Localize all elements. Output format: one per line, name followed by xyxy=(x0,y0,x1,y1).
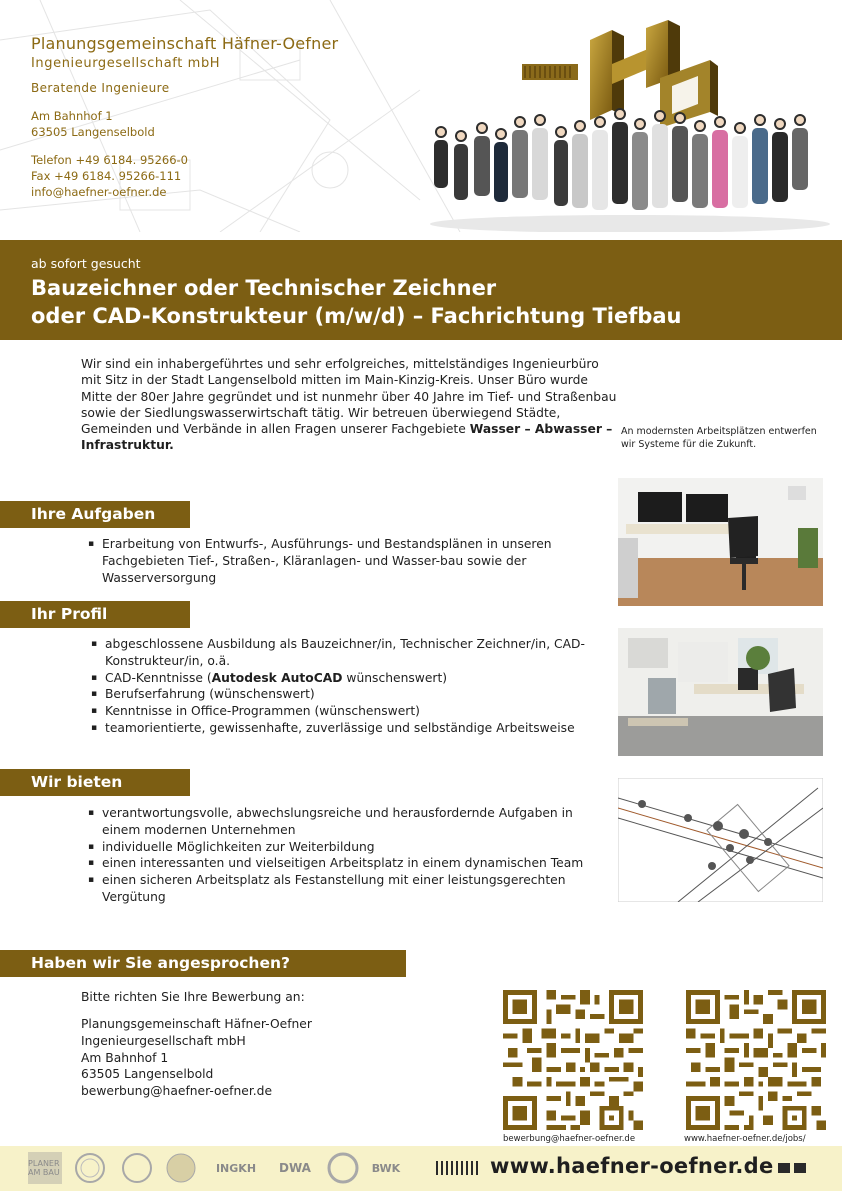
list-item: ▪ verantwortungsvolle, abwechslungsreiche und herausfordernde Aufgaben in einem modernen Unternehmen xyxy=(88,805,588,839)
hatch-decoration-icon xyxy=(436,1161,484,1175)
apply-intro: Bitte richten Sie Ihre Bewerbung an: xyxy=(81,990,305,1004)
bieten-list xyxy=(88,805,588,906)
hpoa-seal-icon xyxy=(72,1152,108,1184)
phone-number: Telefon +49 6184. 95266-0 xyxy=(31,153,188,167)
list-item: ▪ einen interessanten und vielseitigen Arbeitsplatz in einem dynamischen Team xyxy=(88,855,588,872)
apply-line: Ingenieurgesellschaft mbH xyxy=(81,1033,246,1048)
address-line: 63505 Langenselbold xyxy=(31,125,155,139)
cad-drawing-image xyxy=(618,778,823,902)
apply-line: Planungsgemeinschaft Häfner-Oefner xyxy=(81,1017,312,1031)
section-heading-apply: Haben wir Sie angesprochen? xyxy=(0,950,406,977)
header xyxy=(0,0,842,232)
address-line: Am Bahnhof 1 xyxy=(31,109,113,123)
job-title-line: oder CAD-Konstrukteur (m/w/d) – Fachrichtung Tiefbau xyxy=(31,304,682,328)
section-heading-profil: Ihr Profil xyxy=(0,601,190,628)
block-decoration-icon xyxy=(778,1161,808,1175)
company-subtitle: Ingenieurgesellschaft mbH xyxy=(31,56,221,71)
cad-post: wünschenswert) xyxy=(342,670,448,685)
company-tagline: Beratende Ingenieure xyxy=(31,81,170,95)
qr-label-jobs: www.haefner-oefner.de/jobs/ xyxy=(684,1134,806,1144)
section-heading-aufgaben: Ihre Aufgaben xyxy=(0,501,190,528)
ingkh-logo: INGKH xyxy=(215,1161,257,1175)
company-block xyxy=(31,34,338,200)
banner-pretitle: ab sofort gesucht xyxy=(31,256,141,271)
team-photo xyxy=(420,100,840,232)
website-link[interactable]: www.haefner-oefner.de xyxy=(490,1154,774,1178)
apply-address xyxy=(81,1016,312,1100)
list-item: ▪ einen sicheren Arbeitsplatz als Festanstellung mit einer leistungsgerechten Vergütung xyxy=(88,872,588,906)
email-link[interactable]: info@haefner-oefner.de xyxy=(31,185,167,199)
apply-line: Am Bahnhof 1 xyxy=(81,1050,169,1065)
list-item: ▪ Erarbeitung von Entwurfs-, Ausführungs- und Bestandsplänen in unseren Fachgebieten Tief-, Straßen-, Kläranlagen- und Wasser-bau sowie der Wasserversorgung xyxy=(88,536,598,586)
aufgaben-list xyxy=(88,536,598,586)
fax-number: Fax +49 6184. 95266-111 xyxy=(31,169,182,183)
certification-badge: PLANER AM BAU xyxy=(28,1152,62,1184)
apply-line: 63505 Langenselbold xyxy=(81,1067,214,1082)
intro-body: Wir sind ein inhabergeführtes und sehr erfolgreiches, mittelständiges Ingenieurbüro mit Sitz in der Stadt Langenselbold mitten im Main-Kinzig-Kreis. Unser Büro wurde Mitte der 80er Jahre gegründet und ist nunmehr über 40 Jahre im Tief- und Straßenbau sowie der Siedlungswasserwirtschaft tätig. Wir betreuen überwiegend Städte, Gemeinden und Verbände in allen Fragen unserer Fachgebiete xyxy=(81,357,617,437)
job-title-banner xyxy=(0,240,842,340)
company-address xyxy=(31,108,338,140)
list-item: ▪ Berufserfahrung (wünschenswert) xyxy=(91,686,591,703)
intro-text xyxy=(81,356,621,454)
company-contact xyxy=(31,152,338,200)
qr-code-jobs[interactable] xyxy=(686,990,826,1130)
office-photo-2 xyxy=(618,628,823,756)
footer xyxy=(0,1146,842,1191)
member-seal-icon xyxy=(326,1152,360,1184)
cad-pre: CAD-Kenntnisse ( xyxy=(105,670,212,685)
list-item xyxy=(91,670,591,687)
job-title xyxy=(31,274,831,330)
profil-list xyxy=(91,636,591,737)
photo-caption: An modernsten Arbeitsplätzen entwerfen wir Systeme für die Zukunft. xyxy=(621,426,817,450)
section-heading-bieten: Wir bieten xyxy=(0,769,190,796)
zks-seal-icon xyxy=(120,1152,154,1184)
company-name: Planungsgemeinschaft Häfner-Oefner xyxy=(31,34,339,53)
list-item: ▪ teamorientierte, gewissenhafte, zuverlässige und selbständige Arbeitsweise xyxy=(91,720,591,737)
office-photo-1 xyxy=(618,478,823,606)
cad-bold: Autodesk AutoCAD xyxy=(211,670,343,685)
qr-code-email[interactable] xyxy=(503,990,643,1130)
list-item: ▪ individuelle Möglichkeiten zur Weiterbildung xyxy=(88,839,588,856)
bwk-logo: BWK xyxy=(371,1161,401,1175)
gold-seal-icon xyxy=(164,1152,198,1184)
list-item: ▪ Kenntnisse in Office-Programmen (wünschenswert) xyxy=(91,703,591,720)
qr-label-email: bewerbung@haefner-oefner.de xyxy=(503,1134,636,1144)
list-item: ▪ abgeschlossene Ausbildung als Bauzeichner/in, Technischer Zeichner/in, CAD-Konstrukteur/in, o.ä. xyxy=(91,636,591,670)
intro-bold: Wasser – Abwasser – Infrastruktur. xyxy=(81,422,613,453)
dwa-logo: DWA xyxy=(279,1161,311,1175)
job-title-line: Bauzeichner oder Technischer Zeichner xyxy=(31,276,497,300)
apply-email[interactable]: bewerbung@haefner-oefner.de xyxy=(81,1084,273,1099)
